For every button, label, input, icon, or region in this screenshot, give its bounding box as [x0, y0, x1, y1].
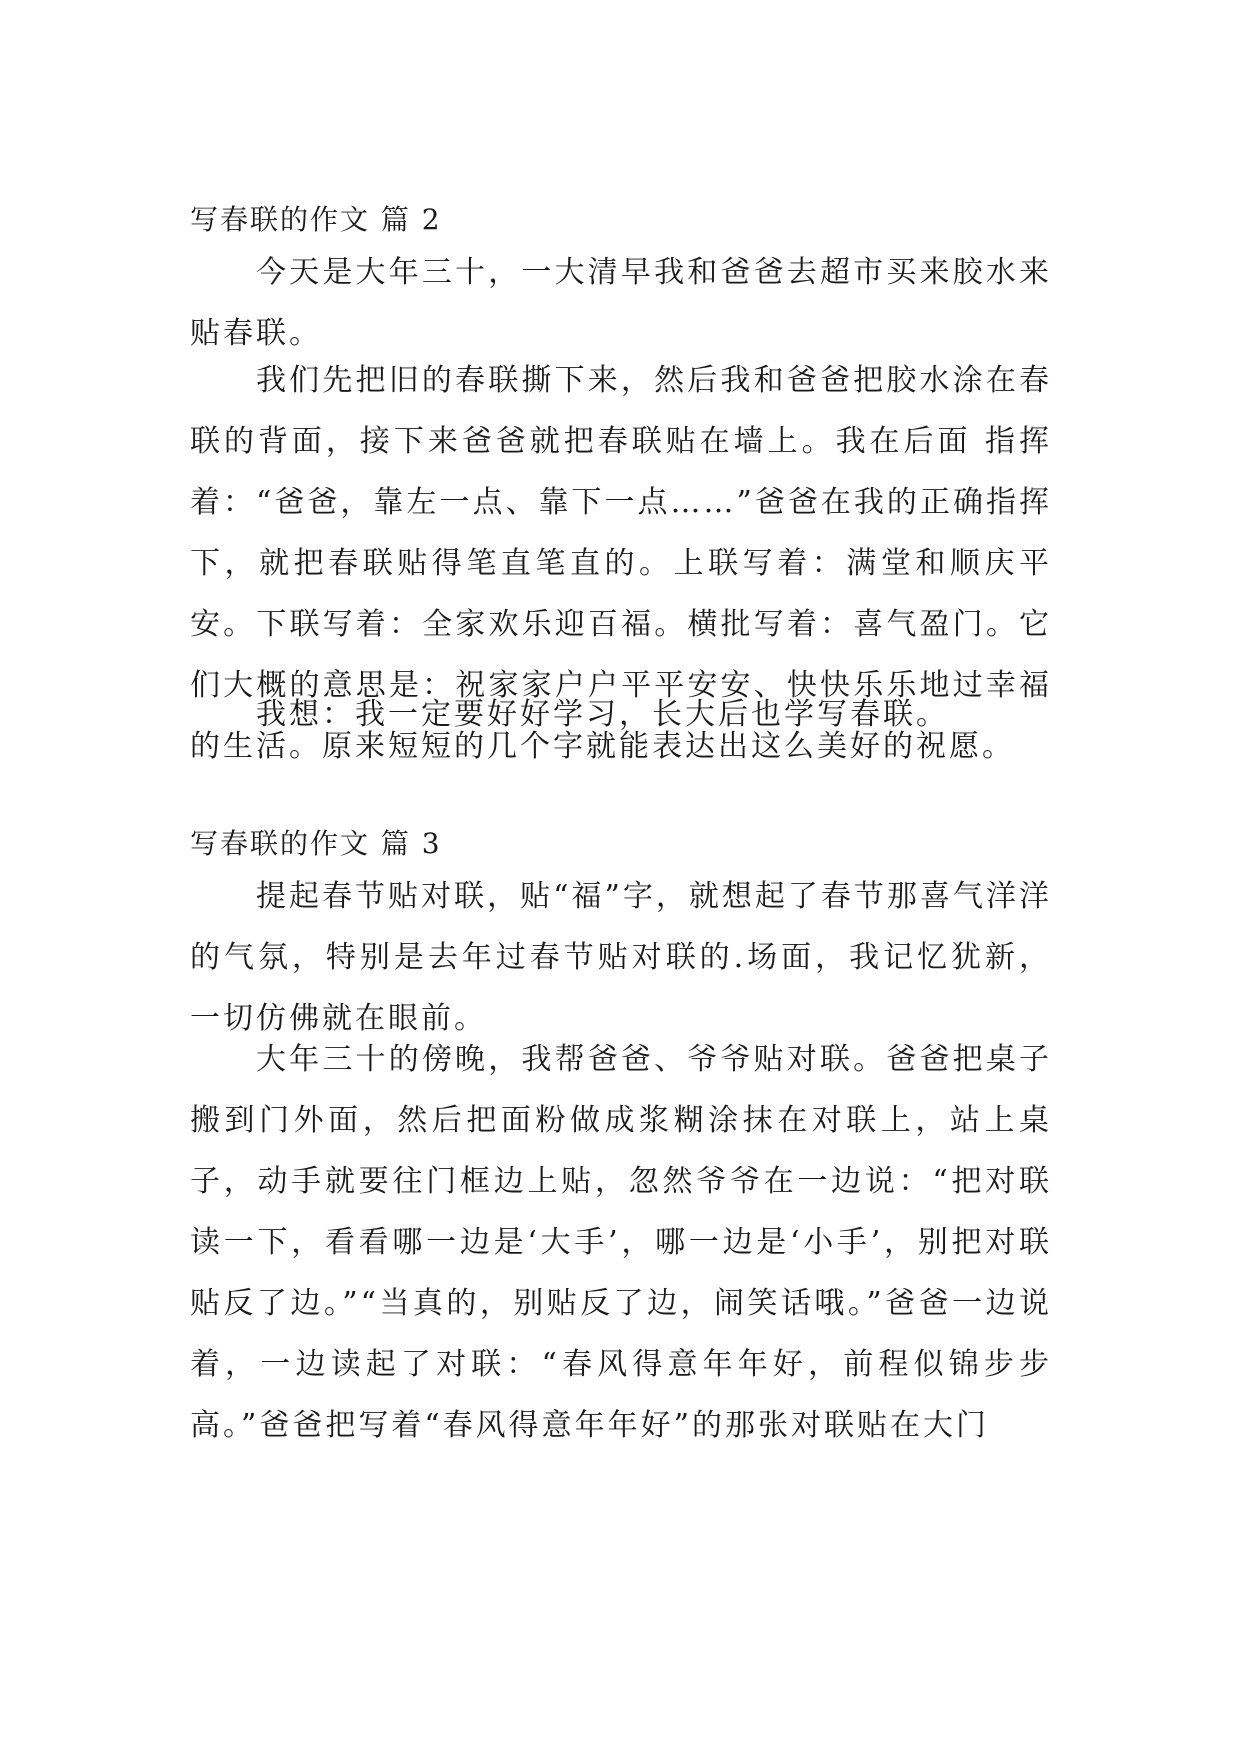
paragraph: 我们先把旧的春联撕下来，然后我和爸爸把胶水涂在春联的背面，接下来爸爸就把春联贴在墙上。我在后面 指挥着：“爸爸，靠左一点、靠下一点……”爸爸在我的正确指挥下，就把春联贴得笔直笔直的。上联写着：满堂和顺庆平安。下联写着：全家欢乐迎百福。横批写着：喜气盈门。它们大概的意思是：祝家家户户平平安安、快快乐乐地过幸福的生活。原来短短的几个字就能表达出这么美好的祝愿。	[190, 363, 1052, 764]
section-heading: 写春联的作文 篇 3	[190, 827, 442, 860]
paragraph: 今天是大年三十，一大清早我和爸爸去超市买来胶水来贴春联。	[190, 255, 1052, 351]
paragraph: 提起春节贴对联，贴“福”字，就想起了春节那喜气洋洋的气氛，特别是去年过春节贴对联的.场面，我记忆犹新，一切仿佛就在眼前。	[190, 879, 1052, 1036]
paragraph: 我想：我一定要好好学习，长大后也学写春联。	[256, 697, 949, 732]
paragraph: 大年三十的傍晚，我帮爸爸、爷爷贴对联。爸爸把桌子搬到门外面，然后把面粉做成浆糊涂抹在对联上，站上桌子，动手就要往门框边上贴，忽然爷爷在一边说：“把对联读一下，看看哪一边是‘大手’，哪一边是‘小手’，别把对联贴反了边。”“当真的，别贴反了边，闹笑话哦。”爸爸一边说着，一边读起了对联：“春风得意年年好，前程似锦步步高。”爸爸把写着“春风得意年年好”的那张对联贴在大门	[190, 1042, 1052, 1443]
section-heading: 写春联的作文 篇 2	[190, 203, 442, 236]
